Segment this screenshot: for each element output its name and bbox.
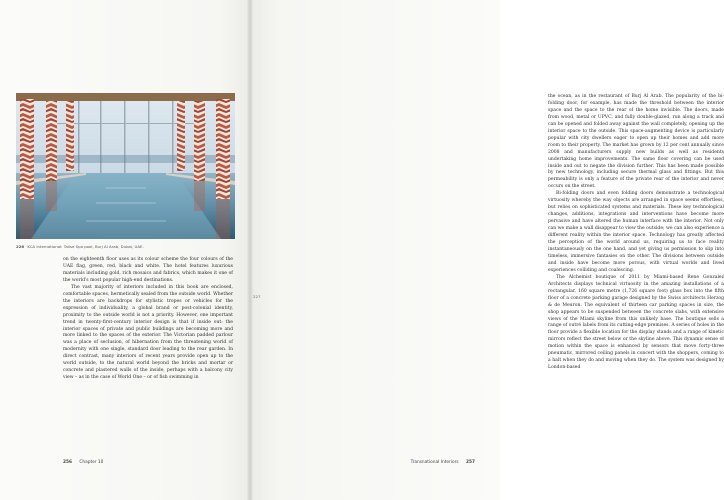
- page-number: 257: [466, 460, 475, 465]
- paragraph: Bi-folding doors and even folding doors demonstrate a technological virtuosity whereby the way objects are arranged in space seems effortless, but relies on sophisticated systems and materials. These key technological changes, additions, integrations and interventions have become more pervasive and have altered the human interface with the interior. Not only can we make a wall disappear to view the outside; we can also experience a different reality within the interior space. Technology has greatly affected the perception of the world around us, requiring us to face reality instantaneously on the one hand, and yet giving us permission to slip into timeless, immersive fantasies on the other. The divisions between outside and inside have become more porous, with virtual worlds and lived experiences colliding and coalescing.: [548, 191, 724, 273]
- paragraph: the ocean, as in the restaurant of Burj Al Arab. The popularity of the bi-folding door, for example, has made the threshold between the interior space and the space to the rear of the home invisible. The doors, made from wood, metal or UPVC, and fully double-glazed, run along a track and can be opened and folded away against the wall completely, opening up the interior space to the outside. This space-augmenting device is particularly popular with city dwellers eager to open up their homes and add more room to their property. The market has grown by 12 per cent annually since 2008 and manufacturers supply new builds as well as residents undertaking home improvements. The same floor covering can be used inside and out to negate the division further. This has been made possible by new technology, including secure thermal glass and fittings. But this permeability is only a feature of the private rear of the interior and never occurs on the street.: [548, 94, 724, 190]
- caption-text: KCA International: Talise Spa pool, Burj Al Arab, Dubai, UAE.: [27, 244, 144, 249]
- caption-number: 226: [16, 244, 25, 249]
- left-body-text: [63, 257, 233, 382]
- left-folio: [63, 460, 103, 465]
- pool-photo: [16, 93, 235, 239]
- right-folio: [411, 460, 475, 465]
- running-head: Chapter 10: [79, 460, 104, 465]
- right-page: [250, 0, 724, 500]
- figure-margin-reference: 227: [253, 294, 261, 299]
- running-head: Transnational Interiors: [410, 460, 459, 465]
- photo-caption: [16, 244, 236, 249]
- book-gutter: [247, 0, 253, 500]
- right-body-text: [548, 94, 724, 372]
- paragraph: The vast majority of interiors included in this book are enclosed, comfortable spaces, hermetically sealed from the outside world. Whether the interiors are backdrops for stylistic tropes or vehicles for the expression of individuality, a global brand or post-colonial identity, proximity to the outside world is not a priority. However, one important trend in twenty-first-century interior design is that if inside out: the interior spaces of private and public buildings are becoming more and more linked to the spaces of the exterior. The Victorian padded parlour was a place of seclusion, of hibernation from the threatening world of modernity with one single, standard door leading to the rear garden. In direct contrast, many interiors of recent years provide open up to the world outside, to the natural world beyond the bricks and mortar or concrete and plastered walls of the inside, perhaps with a balcony city view – as in the case of World One – or of fish swimming in: [63, 284, 233, 381]
- paragraph: The Alchemist boutique of 2011 by Miami-based Rene Gonzalez Architects displays technical virtuosity in the amazing installations of a rectangular, 160 square metre (1,726 square foot) glass box into the fifth floor of a concrete parking garage designed by the Swiss architects Herzog & de Meuron. The equivalent of thirteen car parking spaces in size, the shop appears to be suspended between the concrete slabs, with extensive views of the Miami skyline from this unlikely base. The boutique sells a range of outré labels from its cutting-edge premises. A series of holes in the floor provide a flexible location for the display stands and a range of kinetic mirrors reflect the street below or the skyline above. This dynamic sense of motion within the space is enhanced by sensors that move forty-three pneumatic, mirrored ceiling panels in concert with the shoppers, coming to a halt when they do and moving when they do. The system was designed by London-based: [548, 274, 724, 371]
- left-page: [0, 0, 250, 500]
- paragraph: on the eighteenth floor uses as its colour scheme the four colours of the UAE flag, green, red, black and white. The hotel features luxurious materials including gold, rich mosaics and fabrics, which makes it one of the world's most popular high-end destinations.: [63, 257, 233, 283]
- page-number: 256: [63, 460, 72, 465]
